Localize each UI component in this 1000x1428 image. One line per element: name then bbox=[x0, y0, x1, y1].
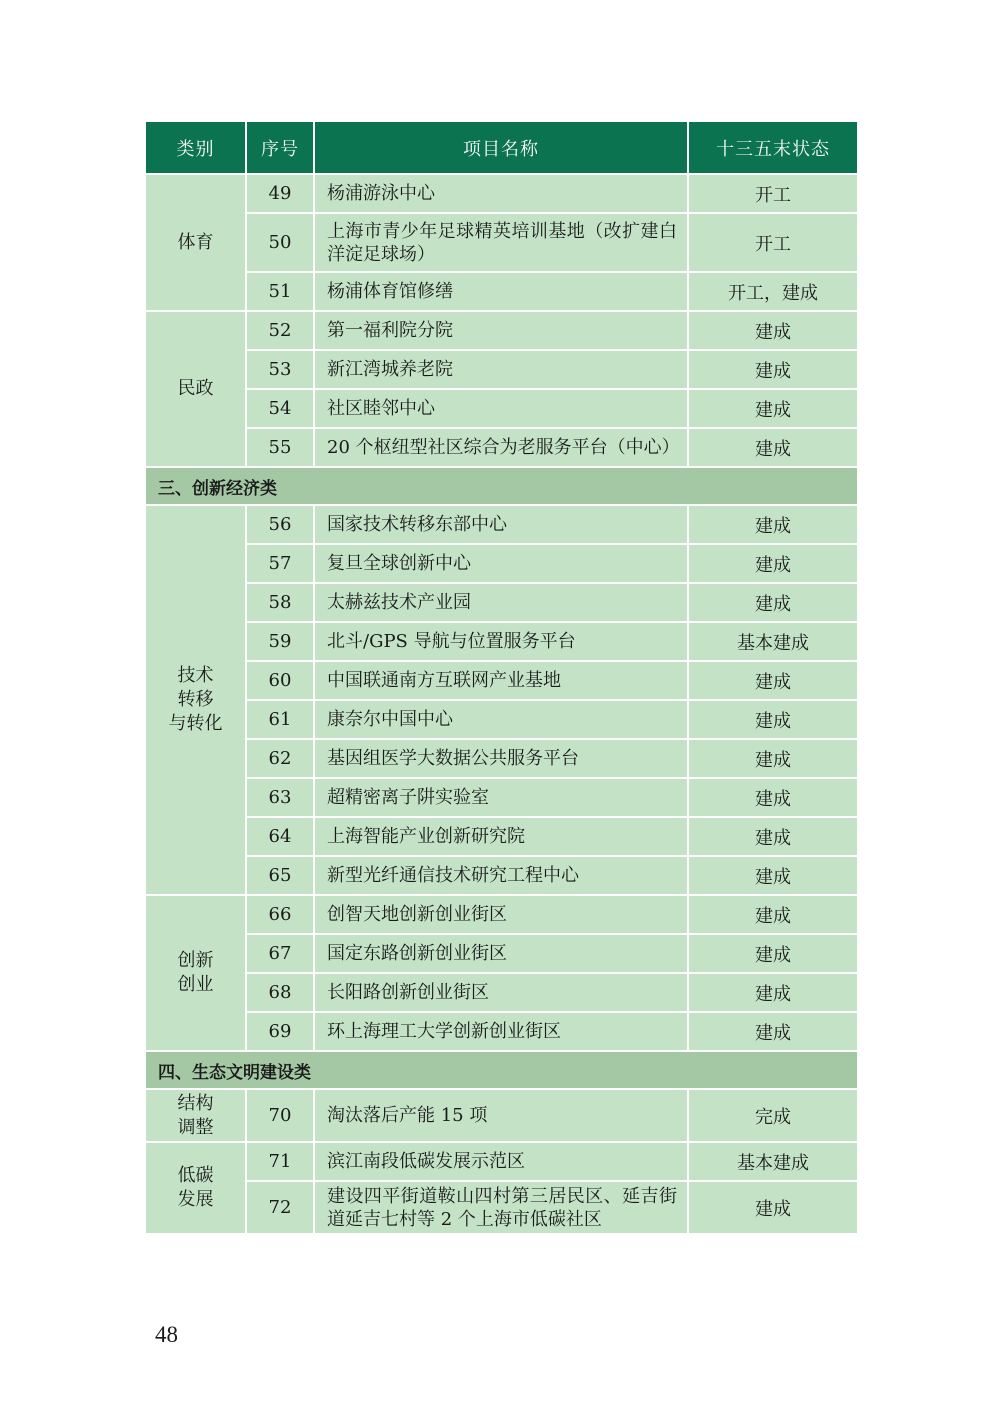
project-status: 建成 bbox=[688, 583, 858, 622]
row-number: 65 bbox=[246, 856, 314, 895]
table-row bbox=[145, 817, 858, 856]
project-status: 建成 bbox=[688, 739, 858, 778]
table-row bbox=[145, 934, 858, 973]
project-status: 建成 bbox=[688, 661, 858, 700]
project-status: 建成 bbox=[688, 428, 858, 467]
project-name: 淘汰落后产能 15 项 bbox=[314, 1089, 688, 1142]
project-status: 建成 bbox=[688, 817, 858, 856]
header-category: 类别 bbox=[145, 121, 246, 174]
project-status: 建成 bbox=[688, 350, 858, 389]
table-row bbox=[145, 174, 858, 213]
project-name: 复旦全球创新中心 bbox=[314, 544, 688, 583]
table-row bbox=[145, 778, 858, 817]
section-row bbox=[145, 467, 858, 505]
row-number: 70 bbox=[246, 1089, 314, 1142]
row-number: 61 bbox=[246, 700, 314, 739]
project-status: 建成 bbox=[688, 389, 858, 428]
table-row bbox=[145, 389, 858, 428]
table-row bbox=[145, 428, 858, 467]
row-number: 67 bbox=[246, 934, 314, 973]
project-name: 杨浦游泳中心 bbox=[314, 174, 688, 213]
project-status: 开工 bbox=[688, 213, 858, 272]
row-number: 69 bbox=[246, 1012, 314, 1051]
table-row bbox=[145, 739, 858, 778]
project-name: 太赫兹技术产业园 bbox=[314, 583, 688, 622]
project-name: 社区睦邻中心 bbox=[314, 389, 688, 428]
project-name: 长阳路创新创业街区 bbox=[314, 973, 688, 1012]
project-status: 建成 bbox=[688, 973, 858, 1012]
project-status: 建成 bbox=[688, 856, 858, 895]
row-number: 64 bbox=[246, 817, 314, 856]
section-title: 四、生态文明建设类 bbox=[145, 1051, 858, 1089]
row-number: 55 bbox=[246, 428, 314, 467]
table-row bbox=[145, 1012, 858, 1051]
project-status: 基本建成 bbox=[688, 1142, 858, 1181]
project-name: 环上海理工大学创新创业街区 bbox=[314, 1012, 688, 1051]
project-name: 上海智能产业创新研究院 bbox=[314, 817, 688, 856]
project-name: 新江湾城养老院 bbox=[314, 350, 688, 389]
header-name: 项目名称 bbox=[314, 121, 688, 174]
project-name: 第一福利院分院 bbox=[314, 311, 688, 350]
table-row bbox=[145, 583, 858, 622]
row-number: 66 bbox=[246, 895, 314, 934]
table-row bbox=[145, 213, 858, 272]
row-number: 52 bbox=[246, 311, 314, 350]
project-name: 20 个枢纽型社区综合为老服务平台（中心） bbox=[314, 428, 688, 467]
table-row bbox=[145, 895, 858, 934]
project-status: 建成 bbox=[688, 934, 858, 973]
row-number: 68 bbox=[246, 973, 314, 1012]
page-number: 48 bbox=[155, 1322, 178, 1347]
row-number: 56 bbox=[246, 505, 314, 544]
row-number: 53 bbox=[246, 350, 314, 389]
table-row bbox=[145, 272, 858, 311]
project-status: 建成 bbox=[688, 700, 858, 739]
project-name: 超精密离子阱实验室 bbox=[314, 778, 688, 817]
table-row bbox=[145, 973, 858, 1012]
row-number: 62 bbox=[246, 739, 314, 778]
project-name: 国家技术转移东部中心 bbox=[314, 505, 688, 544]
project-status: 建成 bbox=[688, 1012, 858, 1051]
row-number: 60 bbox=[246, 661, 314, 700]
row-number: 49 bbox=[246, 174, 314, 213]
table-row bbox=[145, 856, 858, 895]
row-number: 71 bbox=[246, 1142, 314, 1181]
table-row bbox=[145, 311, 858, 350]
row-number: 59 bbox=[246, 622, 314, 661]
table-row bbox=[145, 1181, 858, 1234]
category-structural-adjustment: 结构 调整 bbox=[145, 1089, 246, 1142]
project-name: 上海市青少年足球精英培训基地（改扩建白洋淀足球场） bbox=[314, 213, 688, 272]
table-row bbox=[145, 622, 858, 661]
category-civil-affairs: 民政 bbox=[145, 311, 246, 467]
project-status: 建成 bbox=[688, 778, 858, 817]
table-row bbox=[145, 505, 858, 544]
table-row bbox=[145, 661, 858, 700]
project-status: 开工 bbox=[688, 174, 858, 213]
project-status: 完成 bbox=[688, 1089, 858, 1142]
project-name: 创智天地创新创业街区 bbox=[314, 895, 688, 934]
category-tech-transfer: 技术 转移 与转化 bbox=[145, 505, 246, 895]
table-row bbox=[145, 1089, 858, 1142]
header-status: 十三五末状态 bbox=[688, 121, 858, 174]
table-row bbox=[145, 544, 858, 583]
project-status: 建成 bbox=[688, 1181, 858, 1234]
category-low-carbon: 低碳 发展 bbox=[145, 1142, 246, 1234]
row-number: 58 bbox=[246, 583, 314, 622]
project-status: 建成 bbox=[688, 311, 858, 350]
section-row bbox=[145, 1051, 858, 1089]
project-name: 新型光纤通信技术研究工程中心 bbox=[314, 856, 688, 895]
project-status: 建成 bbox=[688, 544, 858, 583]
project-table bbox=[144, 120, 859, 1235]
project-status: 建成 bbox=[688, 505, 858, 544]
section-title: 三、创新经济类 bbox=[145, 467, 858, 505]
category-sports: 体育 bbox=[145, 174, 246, 311]
project-status: 开工，建成 bbox=[688, 272, 858, 311]
row-number: 50 bbox=[246, 213, 314, 272]
project-name: 基因组医学大数据公共服务平台 bbox=[314, 739, 688, 778]
project-name: 国定东路创新创业街区 bbox=[314, 934, 688, 973]
table-header-row bbox=[145, 121, 858, 174]
project-name: 中国联通南方互联网产业基地 bbox=[314, 661, 688, 700]
row-number: 72 bbox=[246, 1181, 314, 1234]
project-name: 康奈尔中国中心 bbox=[314, 700, 688, 739]
row-number: 57 bbox=[246, 544, 314, 583]
row-number: 63 bbox=[246, 778, 314, 817]
table-row bbox=[145, 700, 858, 739]
project-status: 基本建成 bbox=[688, 622, 858, 661]
project-name: 杨浦体育馆修缮 bbox=[314, 272, 688, 311]
category-entrepreneurship: 创新 创业 bbox=[145, 895, 246, 1051]
table-row bbox=[145, 350, 858, 389]
header-number: 序号 bbox=[246, 121, 314, 174]
project-name: 滨江南段低碳发展示范区 bbox=[314, 1142, 688, 1181]
project-name: 北斗/GPS 导航与位置服务平台 bbox=[314, 622, 688, 661]
row-number: 54 bbox=[246, 389, 314, 428]
project-name: 建设四平街道鞍山四村第三居民区、延吉街道延吉七村等 2 个上海市低碳社区 bbox=[314, 1181, 688, 1234]
project-status: 建成 bbox=[688, 895, 858, 934]
table-row bbox=[145, 1142, 858, 1181]
row-number: 51 bbox=[246, 272, 314, 311]
